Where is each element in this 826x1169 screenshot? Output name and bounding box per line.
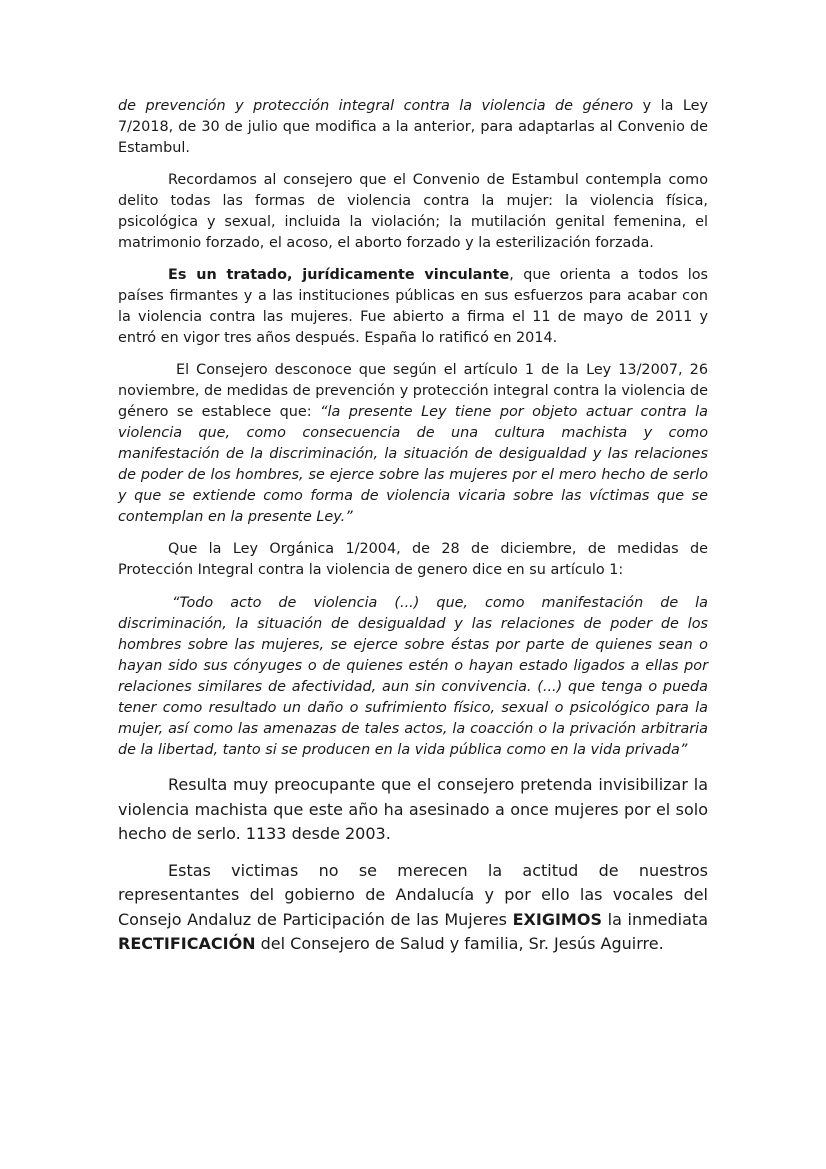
italic-quote: “Todo acto de violencia (...) que, como manifestación de la discriminación, la situación de desigualdad y las relaciones de poder de los hombres sobre las mujeres, se ejerce sobre éstas por parte de quienes sean o hayan sido sus cónyuges o de quienes estén o hayan estado ligados a ellas por relaciones similares de afectividad, aun sin convivencia. (...) que tenga o pueda tener como resultado un daño o sufrimiento físico, sexual o psicológico para la mujer, así como las amenazas de tales actos, la coacción o la privación arbitraria de la libertad, tanto si se producen en la vida pública como en la vida privada” [118,595,708,758]
paragraph-binding-treaty [118,265,708,349]
document-body [118,96,708,957]
paragraph-ley-organica-1-2004 [118,539,708,581]
paragraph-text: y la Ley 7/2018, de 30 de julio que modifica a la anterior, para adaptarlas al Convenio de Estambul. [118,98,708,156]
paragraph-text: del Consejero de Salud y familia, Sr. Jesús Aguirre. [255,934,664,953]
bold-rectification: RECTIFICACIÓN [118,934,256,953]
bold-demand: EXIGIMOS [512,909,602,929]
paragraph-quote-article-1 [118,593,708,761]
bold-lead: Es un tratado, jurídicamente vinculante [168,267,510,283]
paragraph-ley-13-2007 [118,360,708,528]
paragraph-law-reference [118,96,708,159]
paragraph-demand [118,859,708,957]
paragraph-text: Recordamos al consejero que el Convenio de Estambul contempla como delito todas las formas de violencia contra la mujer: la violencia física, psicológica y sexual, incluida la violación; la mutilación genital femenina, el matrimonio forzado, el acoso, el aborto forzado y la esterilización forzada. [118,172,708,251]
paragraph-text: la inmediata [601,909,709,929]
paragraph-text: Resulta muy preocupante que el consejero pretenda invisibilizar la violencia machista que este año ha asesinado a once mujeres por el solo hecho de serlo. 1133 desde 2003. [118,775,708,843]
paragraph-concern [118,773,708,847]
paragraph-text: El Consejero desconoce que según el artículo 1 de la Ley 13/2007, 26 noviembre, de medidas de prevención y protección integral contra la violencia de género se establece que: [118,362,708,420]
italic-quote: “la presente Ley tiene por objeto actuar contra la violencia que, como consecuencia de una cultura machista y como manifestación de la discriminación, la situación de desigualdad y las relaciones de poder de los hombres, se ejerce sobre las mujeres por el mero hecho de serlo y que se extiende como forma de violencia vicaria sobre las víctimas que se contemplan en la presente Ley.” [118,404,708,525]
paragraph-text: , que orienta a todos los países firmantes y a las instituciones públicas en sus esfuerzos para acabar con la violencia contra las mujeres. Fue abierto a firma el 11 de mayo de 2011 y entró en vigor tres años después. España lo ratificó en 2014. [118,267,708,346]
italic-law-title: de prevención y protección integral contra la violencia de género [118,98,634,114]
paragraph-text: Que la Ley Orgánica 1/2004, de 28 de diciembre, de medidas de Protección Integral contra la violencia de genero dice en su artículo 1: [118,541,708,578]
paragraph-text: Estas victimas no se merecen la actitud de nuestros representantes del gobierno de Andalucía y por ello las vocales del Consejo Andaluz de Participación de las Mujeres [118,860,708,929]
paragraph-istanbul-convention [118,170,708,254]
